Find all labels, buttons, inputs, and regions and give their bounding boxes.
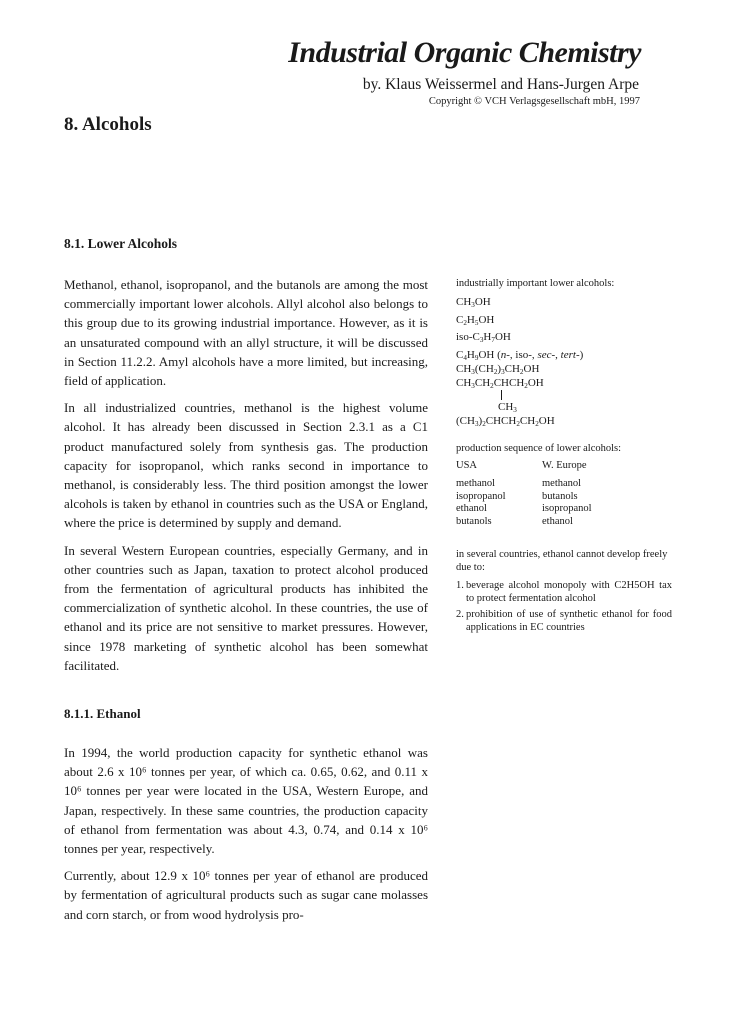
sequence-europe-item: methanol: [542, 478, 582, 489]
paragraph: In all industrialized countries, methanol is the highest volume alcohol. It has already been discussed in Section 2.3.1 as a C1 product manufactured solely from synthesis gas. The production capacity for isopropanol, which ranks second in importance to methanol, is considerably less. The third position amongst the lower alcohols is taken by ethanol in countries such as the USA or England, where the price is determined by supply and demand.: [64, 400, 428, 531]
formula-branched-butanol: $CH_3CH_2CHCH_2OH$: [456, 376, 544, 390]
sequence-usa-item: butanols: [456, 515, 492, 527]
list-text: beverage alcohol monopoly with C2H5OH tax to protect fermentation alcohol: [466, 580, 672, 604]
sequence-europe-item: ethanol: [542, 515, 573, 527]
sequence-europe-item: butanols: [542, 490, 578, 502]
section-body-lower-alcohols: [64, 275, 428, 683]
paragraph: Methanol, ethanol, isopropanol, and the butanols are among the most commercially important lower alcohols. Allyl alcohol also belongs to this group due to its growing industrial importance. However, as it is an unsaturated compound with an allyl structure, it will be discussed in Section 11.2.2. Amyl alcohols have a more limited, but increasing, field of application.: [64, 277, 428, 389]
copyright-line: Copyright © VCH Verlagsgesellschaft mbH, 1997: [428, 96, 640, 107]
list-item: [456, 579, 672, 605]
ethanol-note-header: in several countries, ethanol cannot develop freely due to:: [456, 549, 668, 573]
chapter-title: 8. Alcohols: [64, 114, 152, 135]
branch-structure: [456, 390, 672, 414]
formula-butanols: $C_4H_9OH$ (n-, iso-, sec-, tert-): [456, 348, 584, 362]
list-text: prohibition of use of synthetic ethanol for food applications in EC countries: [466, 609, 672, 633]
sequence-note-header: production sequence of lower alcohols:: [456, 442, 622, 454]
formula-isopropanol: iso-$C_3H_7OH$: [456, 331, 511, 344]
list-number: 1.: [456, 580, 464, 591]
formula-isoamyl: $(CH_3)_2CHCH_2CH_2OH$: [456, 414, 555, 428]
list-item: [456, 608, 672, 634]
section-heading-ethanol: 8.1.1. Ethanol: [64, 706, 141, 721]
branch-bond: [501, 390, 502, 400]
sequence-usa-item: ethanol: [456, 503, 487, 514]
column-header-europe: W. Europe: [542, 459, 587, 471]
sequence-usa-item: methanol: [456, 478, 496, 489]
paragraph: In several Western European countries, especially Germany, and in other countries such as Japan, taxation to protect alcohol produced from the fermentation of agricultural products has inhibited the commercialization of synthetic alcohol. In these countries, the use of ethanol and its price are not sensitive to market pressures. However, since 1978 marketing of synthetic alcohol has been somewhat facilitated.: [64, 542, 428, 673]
sequence-usa-item: isopropanol: [456, 490, 506, 502]
list-number: 2.: [456, 609, 464, 620]
book-title: Industrial Organic Chemistry: [288, 36, 641, 69]
formula-pentanol: $CH_3(CH_2)_3CH_2OH$: [456, 362, 540, 376]
production-sequence-table: [456, 460, 672, 529]
authors-line: by. Klaus Weissermel and Hans-Jurgen Arpe: [362, 76, 639, 93]
sequence-europe-item: isopropanol: [542, 503, 592, 514]
paragraph: In 1994, the world production capacity for synthetic ethanol was about 2.6 x 10⁶ tonnes per year, of which ca. 0.65, 0.62, and 0.11 x 10⁶ tonnes per year were located in the USA, Western Europe, and Japan, respectively. In these same countries, the production capacity of ethanol from fermentation was about 4.3, 0.74, and 0.14 x 10⁶ tonnes per year, respectively.: [64, 745, 428, 857]
ethanol-reasons-list: [456, 579, 672, 634]
margin-notes: [456, 277, 672, 637]
paragraph: Currently, about 12.9 x 10⁶ tonnes per year of ethanol are produced by fermentation of agricultural products such as sugar cane molasses and corn starch, or from wood hydrolysis pro-: [64, 868, 428, 922]
column-header-usa: USA: [456, 459, 478, 471]
formula-ethanol: $C_2H_5OH$: [456, 313, 495, 327]
section-heading-lower-alcohols: 8.1. Lower Alcohols: [64, 236, 178, 251]
formula-methanol: $CH_3OH$: [456, 296, 491, 309]
formula-branch-group: $CH_3$: [498, 400, 517, 414]
section-body-ethanol: [64, 743, 428, 932]
alcohols-note-header: industrially important lower alcohols:: [456, 278, 615, 289]
